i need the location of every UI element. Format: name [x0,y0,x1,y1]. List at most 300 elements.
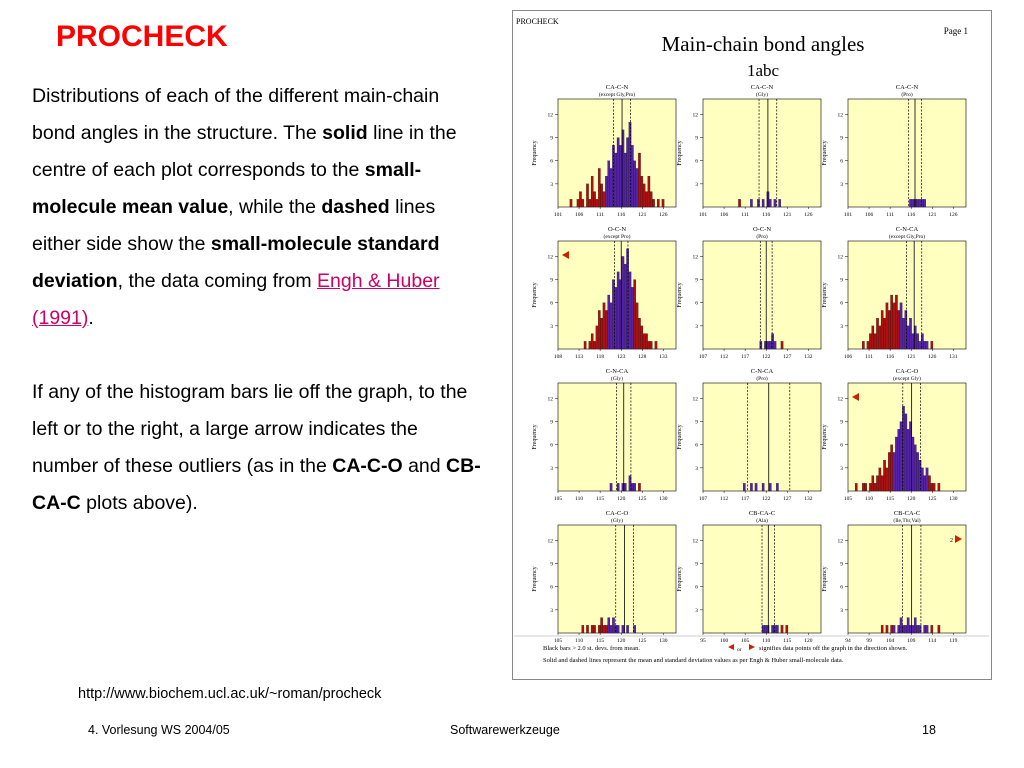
histogram-bar [881,310,883,349]
histogram-bar [919,199,921,207]
x-tick-label: 112 [720,354,729,360]
y-tick-label: 9 [550,419,553,426]
legend-offgraph: signifies data points off the graph in the direction shown. [759,645,908,652]
panel-title: C-N-CA [605,368,629,375]
x-tick-label: 130 [659,638,668,644]
histogram-panel [822,226,966,360]
histogram-bar [586,625,588,633]
histogram-bar [631,483,633,491]
histogram-bar [769,341,771,349]
y-tick-label: 9 [695,561,698,568]
histogram-bar [876,476,878,491]
x-tick-label: 125 [638,638,647,644]
body-text [32,78,482,522]
panel-subtitle: (Ile,Thr,Val) [893,518,921,524]
text-run: . [88,307,94,329]
histogram-bar [591,334,593,349]
x-tick-label: 101 [843,212,853,218]
x-tick-label: 127 [783,496,792,502]
histogram-bar [755,483,757,491]
histogram-bar [738,199,740,207]
panel-subtitle: (Gly) [756,92,768,98]
panel-subtitle: (Pro) [901,92,913,98]
legend-or: or [737,647,742,653]
histogram-bar [662,199,664,207]
panel-title: CB-CA-C [748,510,776,517]
histogram-bar [608,161,610,207]
x-tick-label: 132 [804,496,813,502]
x-tick-label: 116 [762,212,771,218]
figure-page-number: Page 1 [943,26,968,36]
histogram-bar [638,483,640,491]
panel-plot-area [848,525,966,633]
histogram-bar [577,199,579,207]
histogram-bar [764,625,766,633]
histogram-bar [771,625,773,633]
histogram-bar [916,199,918,207]
histogram-bar [924,625,926,633]
x-tick-label: 132 [804,354,813,360]
y-tick-label: 12 [692,538,698,545]
histogram-bar [617,483,619,491]
histogram-bar [615,153,617,207]
text-run: and [402,455,447,477]
histogram-bar [636,168,638,207]
y-tick-label: 12 [837,254,843,261]
histogram-bar [869,483,871,491]
histogram-bar [631,145,633,207]
histogram-bar [895,437,897,491]
y-axis-label: Frequency [677,424,683,450]
x-tick-label: 101 [698,212,708,218]
y-tick-label: 3 [695,181,698,188]
y-tick-label: 6 [840,442,843,449]
histogram-bar [931,483,933,491]
histogram-bar [924,341,926,349]
text-run: lines either side show the [32,196,436,255]
histogram-panel [822,510,966,644]
histogram-bar [638,318,640,349]
histogram-bar [593,341,595,349]
y-axis-label: Frequency [532,424,538,450]
panel-title: CA-C-N [750,84,774,91]
histogram-bar [750,199,752,207]
histogram-bar [776,483,778,491]
y-tick-label: 12 [692,112,698,119]
y-tick-label: 3 [550,465,553,472]
histogram-bar [862,341,864,349]
panel-title: C-N-CA [895,226,919,233]
x-tick-label: 123 [617,354,626,360]
footer-course: 4. Vorlesung WS 2004/05 [88,723,230,737]
histogram-panel [677,226,821,360]
y-tick-label: 12 [837,396,843,403]
histogram-bar [617,272,619,349]
x-tick-label: 128 [638,354,647,360]
y-tick-label: 3 [840,323,843,330]
y-tick-label: 3 [550,323,553,330]
histogram-bar [883,318,885,349]
y-tick-label: 9 [550,135,553,142]
histogram-bar [579,192,581,207]
histogram-bar [615,287,617,349]
histogram-bar [924,476,926,491]
histogram-bar [928,476,930,491]
x-tick-label: 114 [928,638,937,644]
panel-subtitle: (except Gly) [893,376,921,382]
histogram-bar [914,618,916,633]
y-axis-label: Frequency [532,566,538,592]
histogram-bar [584,341,586,349]
text-run: If any of the histogram bars lie off the graph, to the left or to the right, a large arrow indicates the number of these outliers (as in the [32,381,468,477]
panel-subtitle: (Gly) [611,376,623,382]
y-tick-label: 9 [695,135,698,142]
histogram-bar [605,310,607,349]
x-tick-label: 130 [659,496,668,502]
histogram-bar [872,476,874,491]
figure-title: Main-chain bond angles [661,32,865,56]
histogram-bar [762,483,764,491]
x-tick-label: 118 [596,354,605,360]
x-tick-label: 111 [886,212,895,218]
histogram-bar [883,460,885,491]
histogram-bar [767,341,769,349]
x-tick-label: 106 [843,354,853,360]
histogram-bar [855,483,857,491]
legend-right-arrow-icon [749,644,755,650]
y-tick-label: 9 [840,277,843,284]
paragraph-2 [32,374,482,522]
histogram-bar [912,334,914,349]
histogram-bar [645,334,647,349]
x-tick-label: 109 [907,638,916,644]
histogram-bar [598,310,600,349]
y-axis-label: Frequency [532,282,538,308]
slide-title: PROCHECK [56,20,228,53]
y-axis-label: Frequency [822,424,828,450]
x-tick-label: 107 [698,354,708,360]
outlier-count: 2 [950,538,953,544]
histogram-bar [769,483,771,491]
x-tick-label: 112 [720,496,729,502]
legend-black-bars: Black bars > 2.0 st. devs. from mean. [543,645,640,652]
histogram-bar [888,452,890,491]
y-axis-label: Frequency [677,282,683,308]
x-tick-label: 110 [575,496,584,502]
y-axis-label: Frequency [822,282,828,308]
x-tick-label: 105 [553,496,563,502]
histogram-bar [648,341,650,349]
y-tick-label: 6 [695,158,698,165]
histogram-bar [591,176,593,207]
x-tick-label: 99 [866,638,872,644]
histogram-bar [888,310,890,349]
histogram-bar [608,618,610,633]
x-tick-label: 105 [843,496,853,502]
histogram-bar [890,625,892,633]
histogram-bar [593,192,595,207]
footer-subject: Softwarewerkzeuge [450,723,560,737]
y-tick-label: 3 [840,607,843,614]
y-axis-label: Frequency [677,566,683,592]
figure-header-label: PROCHECK [516,17,559,26]
y-tick-label: 12 [547,538,553,545]
bold-standard-deviation: small-molecule standard deviation [32,233,440,292]
histogram-bar [641,326,643,349]
histogram-bar [598,625,600,633]
histogram-bar [907,618,909,633]
histogram-bar [924,199,926,207]
histogram-bar [893,303,895,349]
panel-subtitle: (except Gly,Pro) [888,234,926,240]
histogram-bar [643,184,645,207]
histogram-bar [914,445,916,491]
histogram-bar [781,625,783,633]
histogram-bar [622,625,624,633]
panel-title: C-N-CA [750,368,774,375]
histogram-bar [786,625,788,633]
histogram-bar [624,483,626,491]
x-tick-label: 120 [804,638,813,644]
panel-plot-area [848,99,966,207]
source-url[interactable]: http://www.biochem.ucl.ac.uk/~roman/procheck [78,686,382,702]
histogram-bar [916,625,918,633]
histogram-bar [898,429,900,491]
x-tick-label: 121 [907,354,916,360]
histogram-bar [610,303,612,349]
x-tick-label: 131 [949,354,958,360]
histogram-panel [822,84,966,218]
histogram-bar [624,264,626,349]
panel-plot-area [703,241,821,349]
histogram-bar [907,429,909,491]
histogram-bar [912,437,914,491]
panel-subtitle: (Pro) [756,234,768,240]
histogram-bar [867,341,869,349]
histogram-bar [874,334,876,349]
y-tick-label: 12 [837,538,843,545]
x-tick-label: 133 [659,354,668,360]
procheck-plot-sheet [513,11,991,679]
histogram-bar [902,318,904,349]
histogram-bar [608,295,610,349]
panel-title: CA-C-N [605,84,629,91]
panel-subtitle: (except Gly,Pro) [598,92,636,98]
histogram-bar [907,326,909,349]
histogram-bar [865,483,867,491]
histogram-bar [612,280,614,349]
histogram-bar [650,192,652,207]
histogram-bar [774,341,776,349]
engh-huber-link[interactable]: Engh & Huber (1991) [32,270,440,329]
y-tick-label: 9 [840,135,843,142]
histogram-bar [926,341,928,349]
x-tick-label: 127 [783,354,792,360]
y-tick-label: 6 [550,158,553,165]
x-tick-label: 130 [949,496,958,502]
histogram-bar [750,483,752,491]
histogram-bar [638,153,640,207]
histogram-bar [634,483,636,491]
bold-ca-c-o: CA-C-O [332,455,403,477]
histogram-panel [532,510,676,644]
y-tick-label: 6 [550,442,553,449]
histogram-bar [655,341,657,349]
x-tick-label: 110 [575,638,584,644]
histogram-bar [650,341,652,349]
y-tick-label: 9 [550,561,553,568]
histogram-bar [931,341,933,349]
histogram-bar [898,625,900,633]
y-tick-label: 6 [840,158,843,165]
histogram-bar [862,483,864,491]
y-axis-label: Frequency [532,140,538,166]
x-tick-label: 116 [886,354,895,360]
y-tick-label: 12 [547,396,553,403]
histogram-bar [600,184,602,207]
histogram-panel [532,226,676,360]
x-tick-label: 120 [617,638,626,644]
bold-solid: solid [322,122,368,144]
x-tick-label: 106 [574,212,584,218]
x-tick-label: 121 [928,212,937,218]
text-run: Distributions of each of the different main-chain bond angles in the structure. The [32,85,440,144]
x-tick-label: 125 [928,496,937,502]
panel-title: CA-C-O [895,368,919,375]
histogram-bar [909,199,911,207]
histogram-bar [652,199,654,207]
panel-subtitle: (Gly) [611,518,623,524]
y-tick-label: 12 [837,112,843,119]
histogram-bar [886,468,888,491]
x-tick-label: 117 [741,354,750,360]
x-tick-label: 116 [907,212,916,218]
histogram-bar [890,295,892,349]
histogram-bar [893,452,895,491]
x-tick-label: 120 [907,496,916,502]
panel-title: CA-C-N [895,84,919,91]
panel-plot-area [703,99,821,207]
text-run: , the data coming from [117,270,318,292]
histogram-bar [900,422,902,491]
text-run: line in the centre of each plot corresponds to the [32,122,457,181]
histogram-bar [767,625,769,633]
y-tick-label: 6 [550,584,553,591]
paragraph-1 [32,78,482,337]
histogram-bar [570,199,572,207]
histogram-bar [886,303,888,349]
histogram-panel [677,84,821,218]
histogram-bar [900,303,902,349]
y-tick-label: 3 [695,323,698,330]
procheck-figure [512,10,992,680]
y-axis-label: Frequency [822,140,828,166]
histogram-bar [610,168,612,207]
histogram-bar [634,280,636,349]
histogram-bar [591,625,593,633]
histogram-bar [921,468,923,491]
histogram-bar [762,625,764,633]
x-tick-label: 126 [949,212,958,218]
histogram-bar [769,199,771,207]
histogram-bar [626,625,628,633]
histogram-bar [634,625,636,633]
histogram-bar [743,483,745,491]
histogram-bar [762,199,764,207]
histogram-bar [919,341,921,349]
x-tick-label: 95 [700,638,706,644]
y-tick-label: 6 [840,584,843,591]
y-axis-label: Frequency [677,140,683,166]
x-tick-label: 115 [596,496,605,502]
y-tick-label: 9 [695,419,698,426]
histogram-bar [886,625,888,633]
x-tick-label: 115 [596,638,605,644]
x-tick-label: 110 [762,638,771,644]
histogram-bar [774,199,776,207]
x-tick-label: 111 [865,354,873,360]
histogram-bar [610,625,612,633]
histogram-bar [895,295,897,349]
histogram-bar [641,176,643,207]
y-tick-label: 3 [695,607,698,614]
panel-subtitle: (Ala) [756,518,768,524]
histogram-bar [648,176,650,207]
x-tick-label: 106 [864,212,874,218]
histogram-bar [869,334,871,349]
histogram-bar [905,414,907,491]
histogram-bar [603,303,605,349]
text-run: plots above). [80,492,198,514]
histogram-bar [586,184,588,207]
x-tick-label: 111 [596,212,605,218]
histogram-grid [532,84,966,644]
histogram-bar [612,618,614,633]
x-tick-label: 121 [638,212,647,218]
histogram-bar [617,625,619,633]
histogram-bar [605,625,607,633]
histogram-bar [931,625,933,633]
panel-plot-area [558,525,676,633]
panel-title: O-C-N [607,226,627,233]
histogram-bar [779,199,781,207]
y-axis-label: Frequency [822,566,828,592]
y-tick-label: 6 [840,300,843,307]
histogram-bar [938,625,940,633]
histogram-bar [916,334,918,349]
histogram-bar [617,138,619,207]
x-tick-label: 119 [949,638,958,644]
x-tick-label: 121 [783,212,792,218]
histogram-bar [881,476,883,491]
y-tick-label: 12 [692,396,698,403]
histogram-bar [916,452,918,491]
histogram-bar [926,468,928,491]
histogram-bar [898,310,900,349]
x-tick-label: 116 [617,212,626,218]
x-tick-label: 126 [928,354,937,360]
histogram-bar [622,256,624,349]
panel-plot-area [703,383,821,491]
legend-lines: Solid and dashed lines represent the mean and standard deviation values as per Engh & Huber small-molecule data. [543,657,844,664]
y-tick-label: 12 [692,254,698,261]
figure-subtitle: 1abc [746,61,780,80]
y-tick-label: 6 [695,442,698,449]
x-tick-label: 115 [783,638,792,644]
histogram-bar [624,153,626,207]
y-tick-label: 3 [840,181,843,188]
histogram-bar [626,138,628,207]
